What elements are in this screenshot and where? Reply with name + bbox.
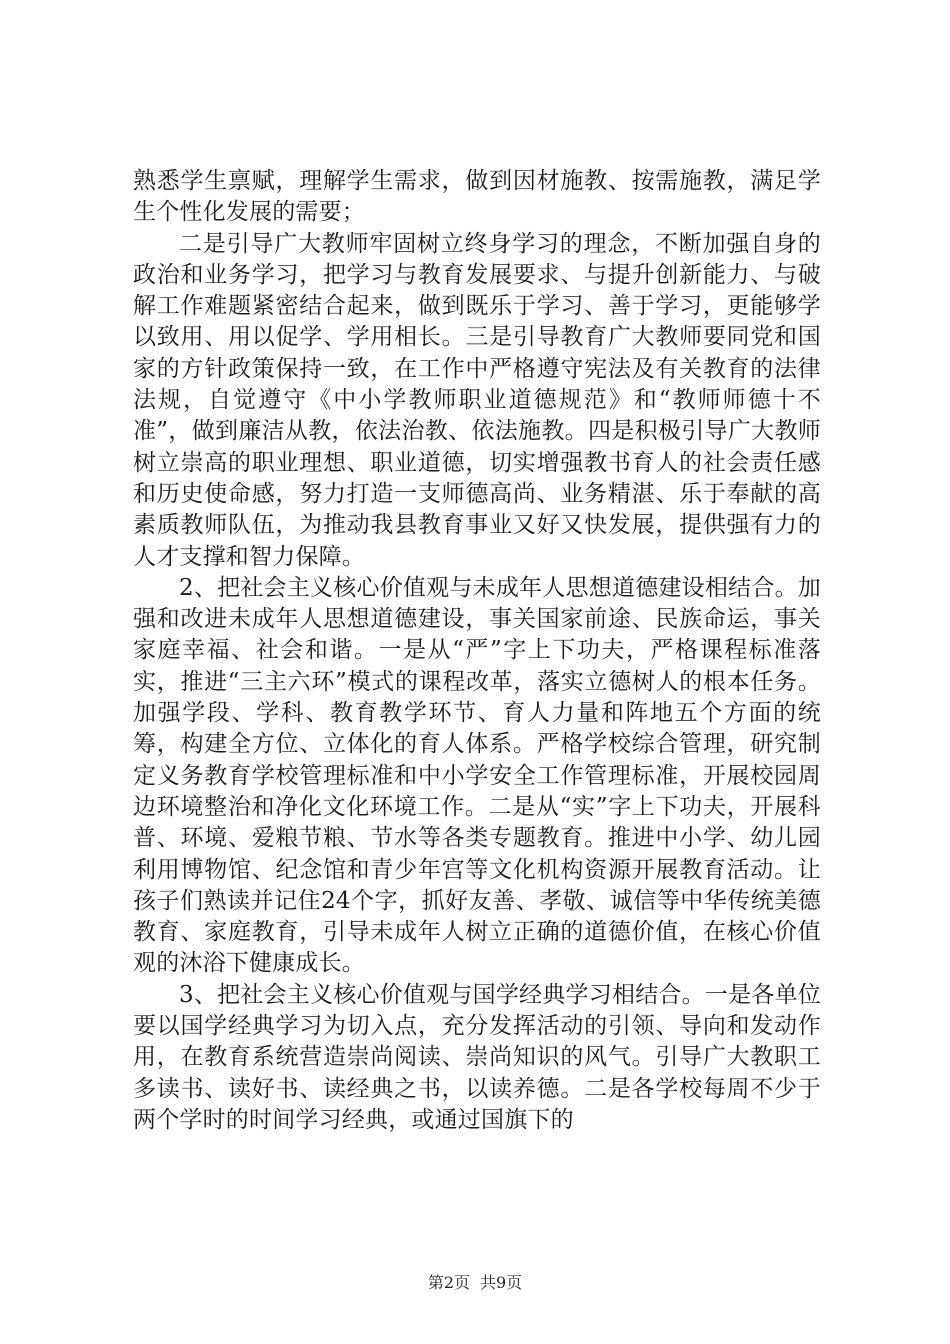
page-number: 第2页 xyxy=(427,1273,470,1292)
paragraph-classics-study: 3、把社会主义核心价值观与国学经典学习相结合。一是各单位要以国学经典学习为切入点，充分发挥活动的引领、导向和发动作用，在教育系统营造崇尚阅读、崇尚知识的风气。引导广大教职工多读书、读好书、读经典之书，以读养德。二是各学校每周不少于两个学时的时间学习经典，或通过国旗下的 xyxy=(133,981,821,1133)
paragraph-minors-moral-education: 2、把社会主义核心价值观与未成年人思想道德建设相结合。加强和改进未成年人思想道德建设，事关国家前途、民族命运，事关家庭幸福、社会和谐。一是从“严”字上下功夫，严格课程标准落实，推进“三主六环”模式的课程改革，落实立德树人的根本任务。加强学段、学科、教育教学环节、育人力量和阵地五个方面的统筹，构建全方位、立体化的育人体系。严格学校综合管理，研究制定义务教育学校管理标准和中小学安全工作管理标准，开展校园周边环境整治和净化文化环境工作。二是从“实”字上下功夫，开展科普、环境、爱粮节粮、节水等各类专题教育。推进中小学、幼儿园利用博物馆、纪念馆和青少年宫等文化机构资源开展教育活动。让孩子们熟读并记住24个字，抓好友善、孝敬、诚信等中华传统美德教育、家庭教育，引导未成年人树立正确的道德价值，在核心价值观的沐浴下健康成长。 xyxy=(133,574,821,977)
page-total: 共9页 xyxy=(480,1273,523,1292)
paragraph-continued: 熟悉学生禀赋，理解学生需求，做到因材施教、按需施教，满足学生个性化发展的需要； xyxy=(133,168,821,226)
document-body xyxy=(133,166,821,1136)
paragraph-teacher-learning: 二是引导广大教师牢固树立终身学习的理念，不断加强自身的政治和业务学习，把学习与教育发展要求、与提升创新能力、与破解工作难题紧密结合起来，做到既乐于学习、善于学习，更能够学以致用、用以促学、学用相长。三是引导教育广大教师要同党和国家的方针政策保持一致，在工作中严格遵守宪法及有关教育的法律法规，自觉遵守《中小学教师职业道德规范》和“教师师德十不准”，做到廉洁从教，依法治教、依法施教。四是积极引导广大教师树立崇高的职业理想、职业道德，切实增强教书育人的社会责任感和历史使命感，努力打造一支师德高尚、业务精湛、乐于奉献的高素质教师队伍，为推动我县教育事业又好又快发展，提供强有力的人才支撑和智力保障。 xyxy=(133,230,821,570)
page-footer xyxy=(0,1270,950,1293)
